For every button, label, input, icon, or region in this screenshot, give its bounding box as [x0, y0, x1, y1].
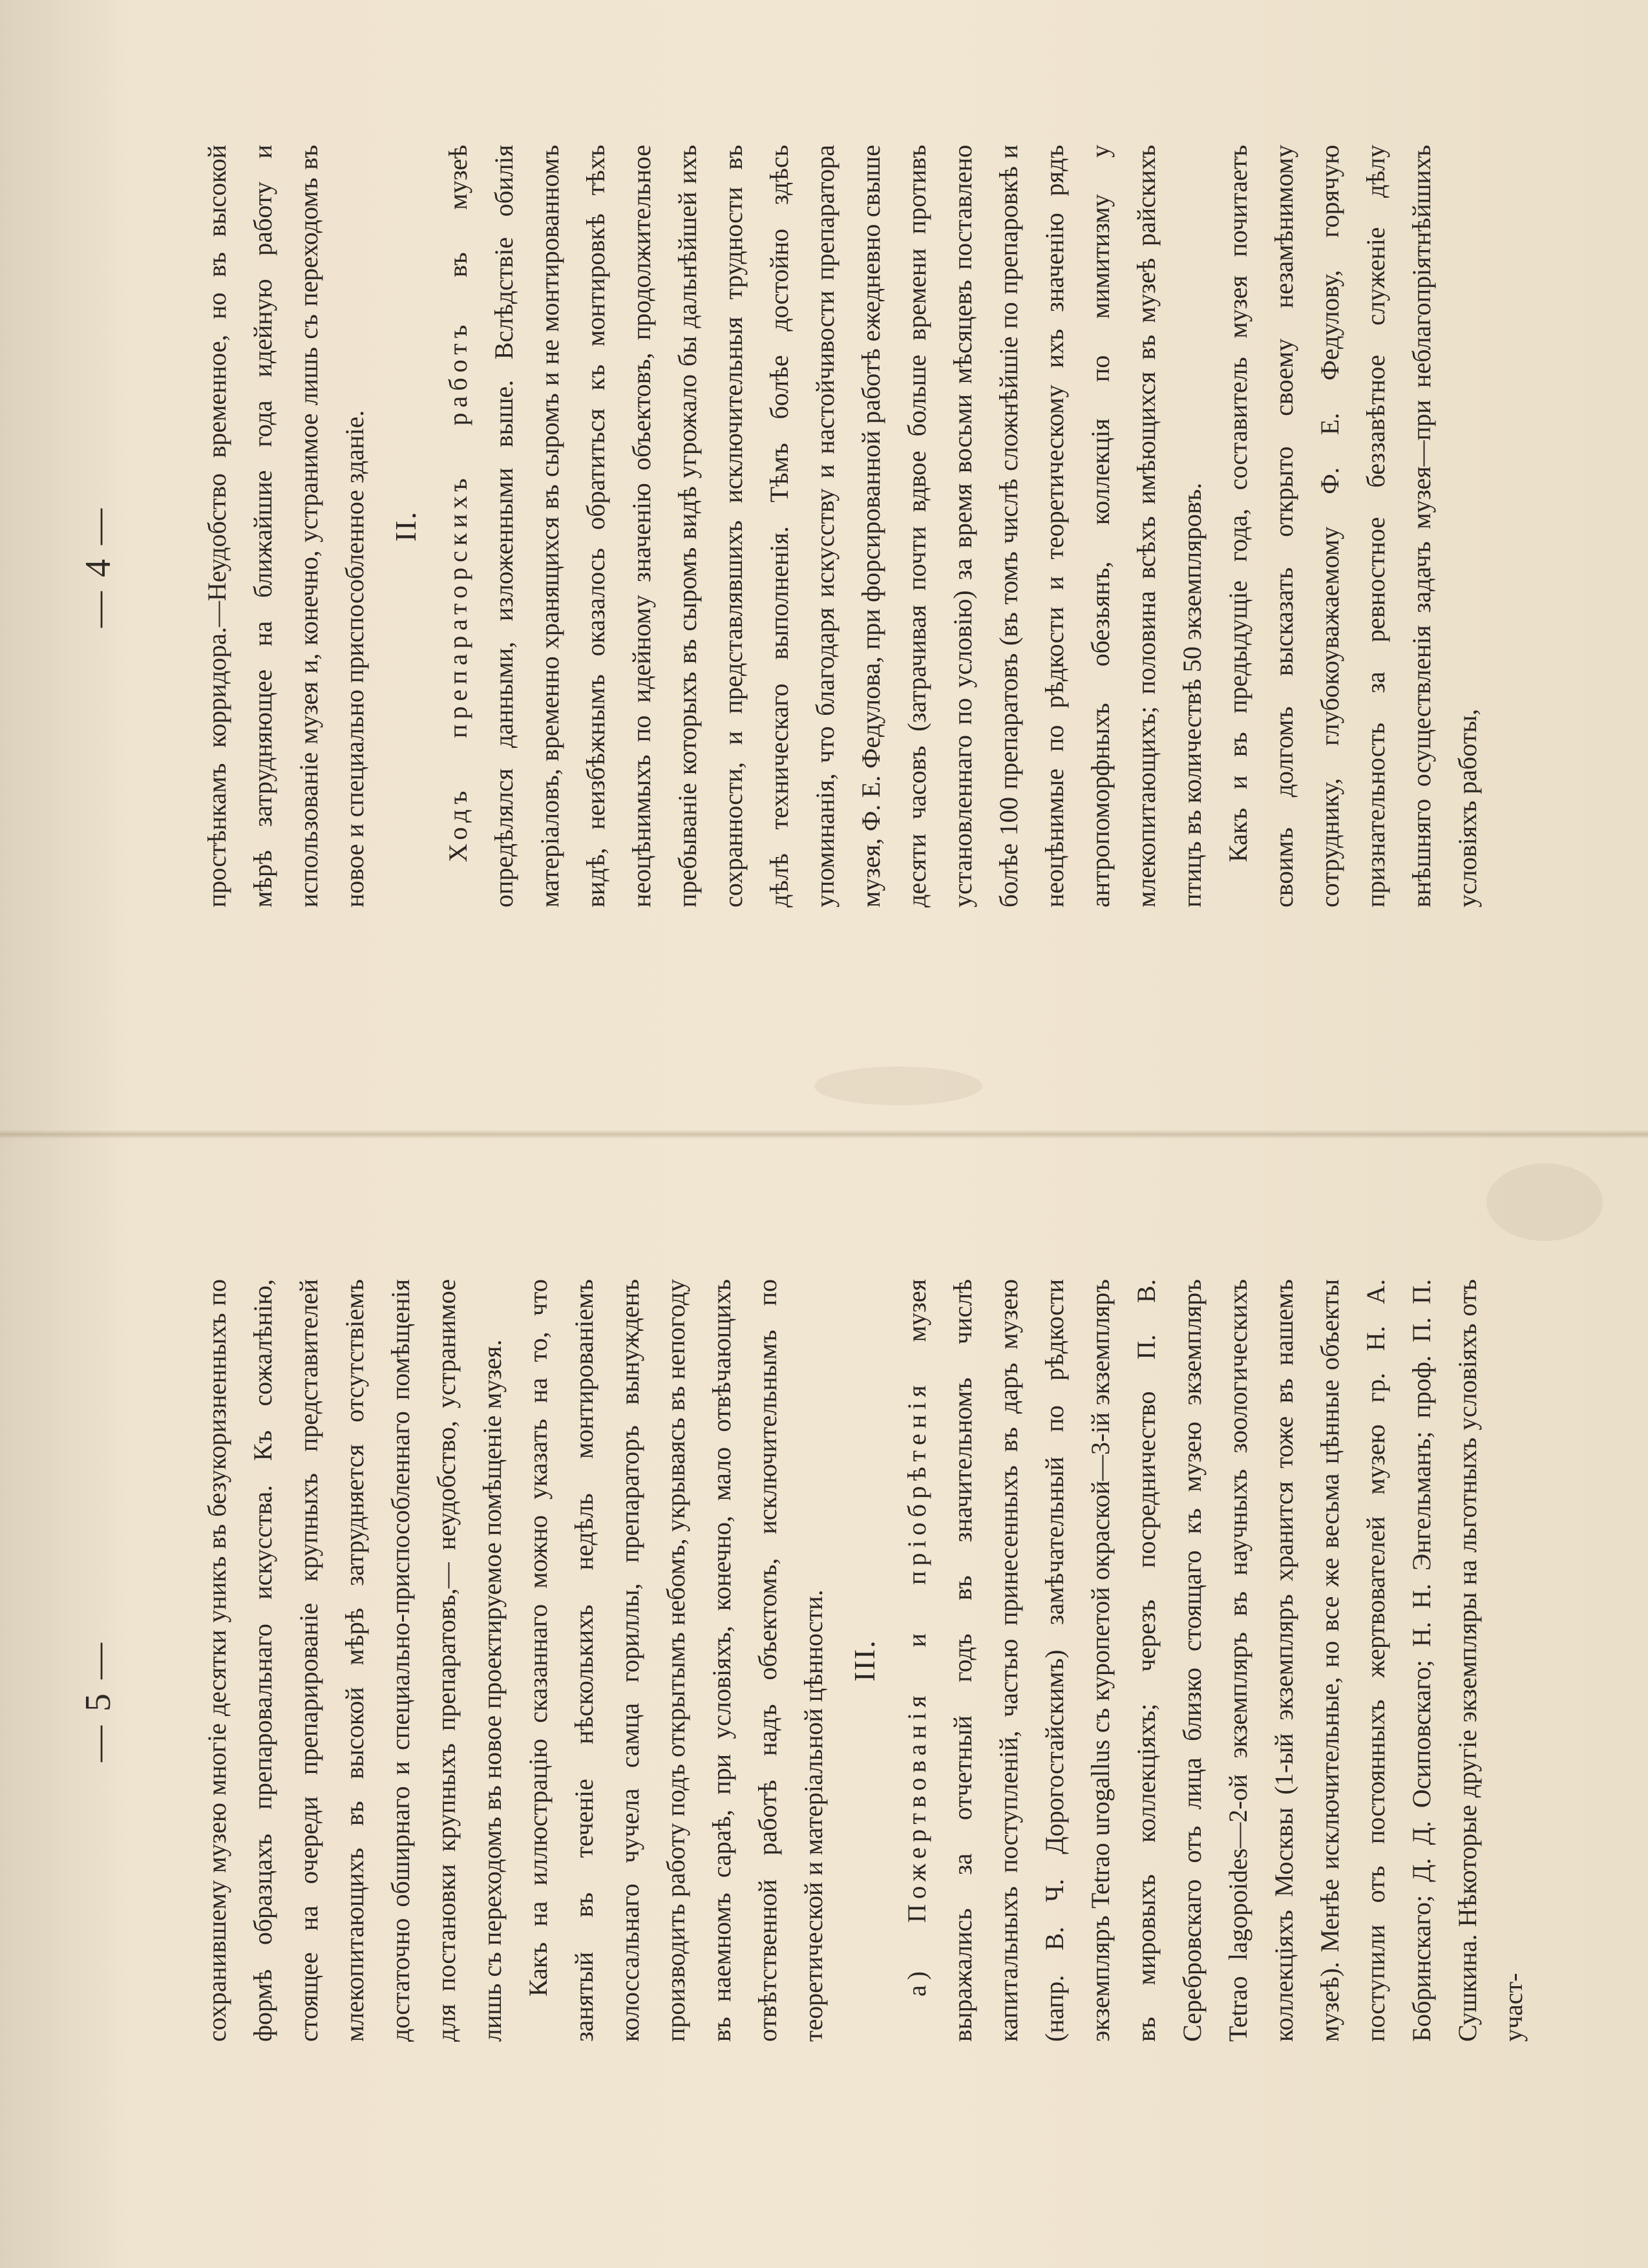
text-column — [194, 145, 1490, 907]
paragraph: Какъ на иллюстрацію сказаннаго можно указать на то, что занятый въ теченіе нѣсколькихъ недѣль монтированіемъ колоссальнаго чучела самца гориллы, препараторъ вынужденъ производить работу подъ открытымъ небомъ, укрываясь въ непогоду въ наемномъ сараѣ, при условіяхъ, конечно, мало отвѣчающихъ отвѣтственной работѣ надъ объектомъ, исключительнымъ по теоретической и матеріальной цѣнности. — [523, 1279, 828, 2042]
paragraph: Какъ и въ предыдущіе года, составитель музея почитаетъ своимъ долгомъ высказать открыто своему незамѣнимому сотруднику, глубокоуважаемому Ф. Е. Федулову, горячую признательность за ревностное беззавѣтное служеніе дѣлу внѣшняго осуществленія задачъ музея—при неблагопріятнѣйшихъ условіяхъ работы, — [1223, 145, 1482, 907]
page-5 — [0, 1134, 1648, 2268]
page-5-rotated-content — [0, 1134, 1648, 2268]
paragraph — [435, 145, 1215, 907]
lead-paragraph: сохранившему музею многіе десятки уникъ въ безукоризненныхъ по формѣ образцахъ препаровальнаго искусства. Къ сожалѣнію, стоящее на очереди препарированіе крупныхъ представителей млекопитающихъ въ высокой мѣрѣ затрудняется отсутствіемъ достаточно обширнаго и специально-приспособленнаго помѣщенія для постановки крупныхъ препаратовъ,— неудобство, устранимое лишь съ переходомъ въ новое проектируемое помѣщеніе музея. — [202, 1279, 507, 2042]
page-number: — 5 — — [78, 1640, 118, 1762]
spaced-lead-words: а) Пожертвованія и пріобрѣтенія — [902, 1380, 931, 1997]
text-column — [194, 1279, 1536, 2042]
lead-paragraph: простѣнкамъ корридора.—Неудобство временное, но въ высокой мѣрѣ затрудняющее на ближайшие года идейную работу и использованіе музея и, конечно, устранимое лишь съ переходомъ въ новое и специально приспособленное зданіе. — [202, 145, 369, 907]
paper-stain — [1486, 1163, 1603, 1241]
section-heading: II. — [389, 510, 422, 542]
paragraph — [894, 1279, 1536, 2042]
section-heading: III. — [848, 1639, 881, 1682]
page-number: — 4 — — [78, 506, 118, 628]
spaced-lead-words: Ходъ препараторскихъ работъ — [443, 319, 472, 862]
paper-stain — [814, 1066, 982, 1105]
paragraph-text: въ музеѣ опредѣлялся данными, изложенными выше. Вслѣдствіе обилія матеріаловъ, временно хранящихся въ сыромъ и не монтированномъ видѣ, неизбѣжнымъ оказалось обратиться къ монтировкѣ тѣхъ неоцѣнимыхъ по идейному значенію объектовъ, продолжительное пребываніе которыхъ въ сыромъ видѣ угрожало бы дальнѣйшей ихъ сохранности, и представлявшихъ исключительныя трудности въ дѣлѣ техническаго выполненія. Тѣмъ болѣе достойно здѣсь упоминанія, что благодаря искусству и настойчивости препаратора музея, Ф. Е. Федулова, при форсированной работѣ ежедневно свыше десяти часовъ (затрачивая почти вдвое больше времени противъ установленнаго по условію) за время восьми мѣсяцевъ поставлено болѣе 100 препаратовъ (въ томъ числѣ сложнѣйшіе по препаровкѣ и неоцѣнимые по рѣдкости и теоретическому ихъ значенію рядъ антропоморфныхъ обезьянъ, коллекція по мимитизму у млекопитающихъ; половина всѣхъ имѣющихся въ музеѣ райскихъ птицъ въ количествѣ 50 экземпляровъ. — [443, 145, 1207, 907]
paragraph-text: музея выражались за отчетный годъ въ значительномъ числѣ капитальныхъ поступленій, частью принесенныхъ въ даръ музею (напр. В. Ч. Дорогостайскимъ) замѣчательный по рѣдкости экземпляръ Tetrao urogallus съ куропетой окраской—3-ій экземпляръ въ мировыхъ коллекціяхъ; черезъ посредничество П. В. Серебровскаго отъ лица близко стоящаго къ музею экземпляръ Tetrao lagopoides—2-ой экземпляръ въ научныхъ зоологическихъ коллекціяхъ Москвы (1-ый экземпляръ хранится тоже въ нашемъ музеѣ). Менѣе исключительные, но все же весьма цѣнные объекты поступили отъ постоянныхъ жертвователей музею гр. Н. А. Бобринскаго; Д. Д. Осиповскаго; Н. Н. Энгельманъ; проф. П. П. Сушкина. Нѣкоторые другіе экземпляры на льготныхъ условіяхъ отъ участ- — [902, 1278, 1528, 2042]
